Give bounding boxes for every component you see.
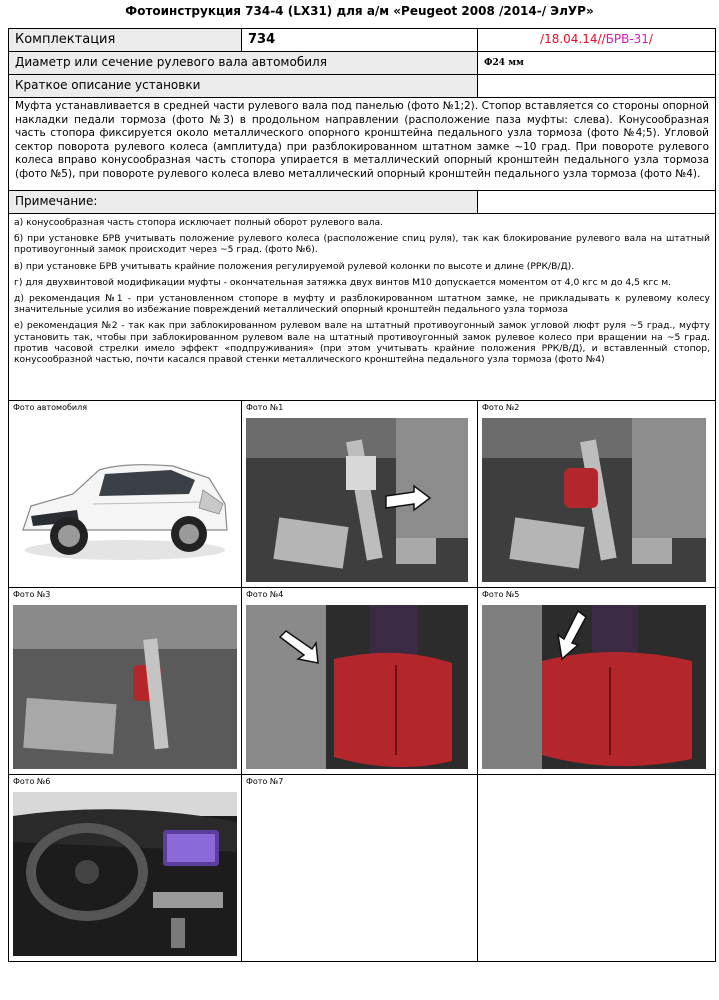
brief-empty	[478, 75, 716, 98]
photo-7-empty	[242, 789, 477, 961]
diameter-value: Ф24 мм	[478, 52, 716, 75]
date-red-right: /	[648, 32, 653, 46]
interior-photo	[13, 792, 237, 956]
car-illustration	[13, 418, 237, 582]
note-item: г) для двухвинтовой модификации муфты - окончательная затяжка двух винтов М10 допускается моментом от 4,0 кгс м до 4,5 кгс м.	[14, 276, 672, 288]
photo-5-caption: Фото №5	[482, 590, 520, 599]
photo-2-caption: Фото №2	[482, 403, 520, 412]
note-label: Примечание:	[9, 191, 478, 214]
note-item: а) конусообразная часть стопора исключает полный оборот рулевого вала.	[14, 217, 384, 228]
document-title: Фотоинструкция 734-4 (LX31) для а/м «Peugeot 2008 /2014-/ ЭлУР»	[125, 4, 594, 18]
pedal-photo-5	[482, 605, 706, 769]
photo-6-cell	[9, 775, 242, 962]
photo-3-cell	[9, 588, 242, 775]
diameter-label: Диаметр или сечение рулевого вала автомобиля	[9, 52, 478, 75]
note-item: б) при установке БРВ учитывать положение рулевого колеса (расположение спиц руля), так как блокирование рулевого вала на штатный противоугонный замок происходит через ~5 град. (фото №6).	[14, 233, 710, 256]
photo-2	[478, 415, 715, 587]
komplektaciya-value: 734	[242, 29, 478, 52]
photo-6-caption: Фото №6	[13, 777, 51, 786]
date-magenta: БРВ-31	[605, 32, 649, 46]
photo-4-cell	[242, 588, 478, 775]
date-red-left: /18.04.14//	[540, 32, 606, 46]
photo-empty-cell	[478, 775, 716, 962]
photo-7-caption: Фото №7	[246, 777, 284, 786]
pedal-photo-2	[482, 418, 706, 582]
photo-empty	[478, 789, 715, 961]
notes-block	[9, 214, 716, 401]
note-empty	[478, 191, 716, 214]
pedal-photo-3	[13, 605, 237, 769]
brief-text: Муфта устанавливается в средней части рулевого вала под панелью (фото №1;2). Стопор вставляется со стороны опорной накладки педали тормоза (фото №3) в продольном направлении (расположение паза муфты: слева). Конусообразная часть стопора фиксируется около металлического опорного кронштейна педального узла тормоза (фото №4;5). Угловой сектор поворота рулевого колеса (амплитуда) при разблокированном штатном замке ~10 град. При повороте рулевого колеса вправо конусообразная часть стопора упирается в металлический опорный кронштейн педального узла тормоза (фото №5), при повороте рулевого колеса влево металлический опорный кронштейн педального узла тормоза (фото №4).	[9, 98, 716, 191]
pedal-photo-4	[246, 605, 468, 769]
photo-car	[9, 415, 241, 587]
photo-1-cell	[242, 401, 478, 588]
photo-7-cell	[242, 775, 478, 962]
photo-1-caption: Фото №1	[246, 403, 284, 412]
photo-5	[478, 602, 715, 774]
pedal-photo-1	[246, 418, 468, 582]
photo-4-caption: Фото №4	[246, 590, 284, 599]
revision-date	[478, 29, 716, 52]
photo-3	[9, 602, 241, 774]
photo-car-cell	[9, 401, 242, 588]
photo-1	[242, 415, 477, 587]
empty-caption	[478, 775, 715, 789]
photo-car-caption: Фото автомобиля	[13, 403, 88, 412]
instruction-table	[8, 28, 716, 962]
note-item: д) рекомендация №1 - при установленном стопоре в муфту и разблокированном штатном замке, не прикладывать к рулевому колесу значительные усилия во избежание повреждений металлический опорный кронштейн педального узла тормоза	[14, 293, 710, 316]
photo-3-caption: Фото №3	[13, 590, 51, 599]
photo-6	[9, 789, 241, 961]
photo-2-cell	[478, 401, 716, 588]
note-item: в) при установке БРВ учитывать крайние положения регулируемой рулевой колонки по высоте и длине (РРК/В/Д).	[14, 260, 575, 272]
komplektaciya-label: Комплектация	[9, 29, 242, 52]
photo-5-cell	[478, 588, 716, 775]
note-item: е) рекомендация №2 - так как при заблокированном рулевом вале на штатный противоугонный замок угловой люфт руля ~5 град., муфту установить так, чтобы при заблокированном рулевом вале на штатный противоугонный замок рулевое колесо при вращении на ~5 град. против часовой стрелки имело эффект «подпруживания» (при этом учитывать крайние положения РРК/В/Д), и вставленный стопор, конусообразной частью, почти касался правой стенки металлического кронштейна педального узла тормоза (фото №4)	[14, 320, 710, 366]
brief-label: Краткое описание установки	[9, 75, 478, 98]
photo-4	[242, 602, 477, 774]
